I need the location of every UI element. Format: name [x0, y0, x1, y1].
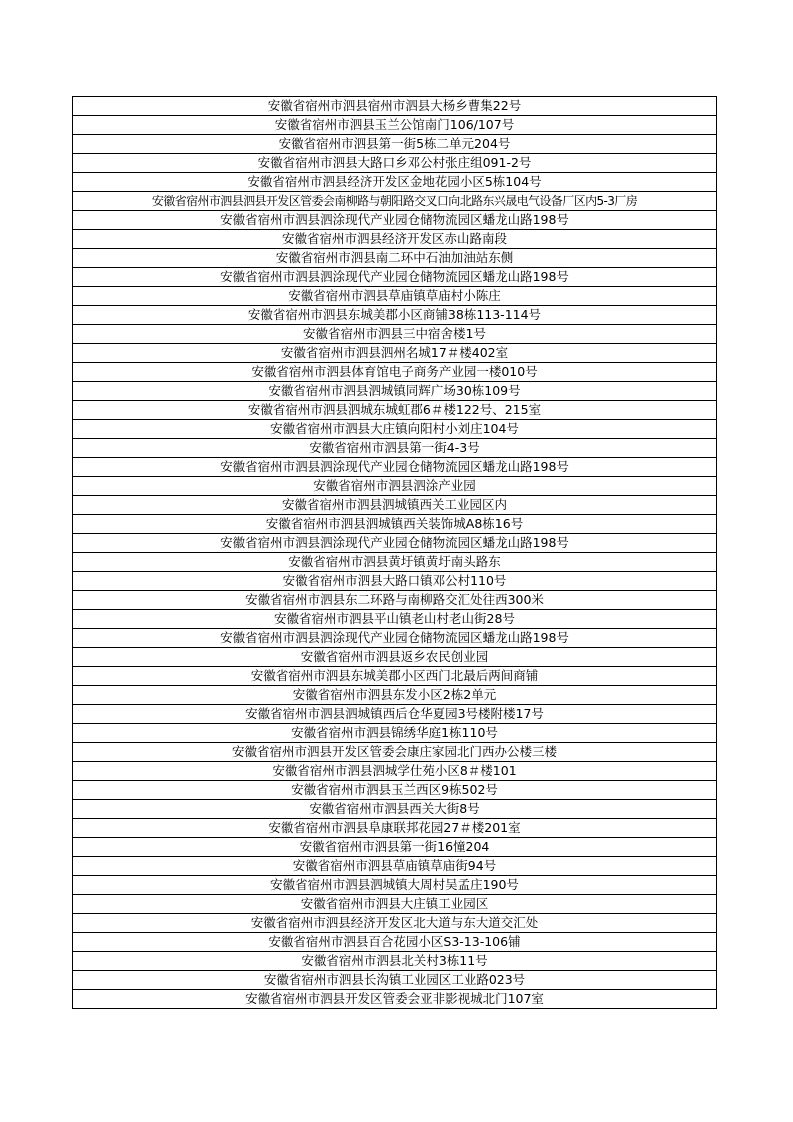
address-cell: 安徽省宿州市泗县玉兰公馆南门106/107号	[73, 116, 717, 135]
table-row	[73, 686, 717, 705]
table-row	[73, 819, 717, 838]
address-cell: 安徽省宿州市泗县泗城镇西关装饰城A8栋16号	[73, 515, 717, 534]
address-cell: 安徽省宿州市泗县大庄镇工业园区	[73, 895, 717, 914]
table-row	[73, 648, 717, 667]
address-cell: 安徽省宿州市泗县经济开发区赤山路南段	[73, 230, 717, 249]
table-row	[73, 192, 717, 211]
address-cell: 安徽省宿州市泗县东发小区2栋2单元	[73, 686, 717, 705]
table-row	[73, 496, 717, 515]
table-row	[73, 952, 717, 971]
table-row	[73, 249, 717, 268]
address-cell: 安徽省宿州市泗县北关村3栋11号	[73, 952, 717, 971]
address-cell: 安徽省宿州市泗县泗涂现代产业园仓储物流园区蟠龙山路198号	[73, 458, 717, 477]
table-row	[73, 876, 717, 895]
address-cell: 安徽省宿州市泗县宿州市泗县大杨乡曹集22号	[73, 97, 717, 116]
address-table-body	[73, 97, 717, 1009]
address-cell: 安徽省宿州市泗县泗城东城虹郡6＃楼122号、215室	[73, 401, 717, 420]
table-row	[73, 401, 717, 420]
table-row	[73, 344, 717, 363]
table-row	[73, 895, 717, 914]
address-cell: 安徽省宿州市泗县大路口乡邓公村张庄组091-2号	[73, 154, 717, 173]
address-cell: 安徽省宿州市泗县平山镇老山村老山街28号	[73, 610, 717, 629]
address-cell: 安徽省宿州市泗县西关大街8号	[73, 800, 717, 819]
address-cell: 安徽省宿州市泗县返乡农民创业园	[73, 648, 717, 667]
table-row	[73, 857, 717, 876]
address-cell: 安徽省宿州市泗县南二环中石油加油站东侧	[73, 249, 717, 268]
address-cell: 安徽省宿州市泗县泗城镇西关工业园区内	[73, 496, 717, 515]
table-row	[73, 667, 717, 686]
table-row	[73, 97, 717, 116]
table-row	[73, 287, 717, 306]
table-row	[73, 439, 717, 458]
address-cell: 安徽省宿州市泗县泗涂现代产业园仓储物流园区蟠龙山路198号	[73, 629, 717, 648]
table-row	[73, 705, 717, 724]
table-row	[73, 230, 717, 249]
table-row	[73, 572, 717, 591]
address-cell: 安徽省宿州市泗县泗涂现代产业园仓储物流园区蟠龙山路198号	[73, 534, 717, 553]
address-cell: 安徽省宿州市泗县东二环路与南柳路交汇处往西300米	[73, 591, 717, 610]
table-row	[73, 306, 717, 325]
address-cell: 安徽省宿州市泗县泗城镇西后仓华夏园3号楼附楼17号	[73, 705, 717, 724]
table-row	[73, 933, 717, 952]
address-cell: 安徽省宿州市泗县大庄镇向阳村小刘庄104号	[73, 420, 717, 439]
address-cell: 安徽省宿州市泗县玉兰西区9栋502号	[73, 781, 717, 800]
address-cell: 安徽省宿州市泗县大路口镇邓公村110号	[73, 572, 717, 591]
table-row	[73, 382, 717, 401]
table-row	[73, 458, 717, 477]
table-row	[73, 990, 717, 1009]
table-row	[73, 477, 717, 496]
address-cell: 安徽省宿州市泗县经济开发区北大道与东大道交汇处	[73, 914, 717, 933]
address-cell: 安徽省宿州市泗县泗涂产业园	[73, 477, 717, 496]
address-cell: 安徽省宿州市泗县锦绣华庭1栋110号	[73, 724, 717, 743]
address-cell: 安徽省宿州市泗县黄圩镇黄圩南头路东	[73, 553, 717, 572]
address-cell: 安徽省宿州市泗县阜康联邦花园27＃楼201室	[73, 819, 717, 838]
address-cell: 安徽省宿州市泗县百合花园小区S3-13-106铺	[73, 933, 717, 952]
table-row	[73, 420, 717, 439]
table-row	[73, 135, 717, 154]
address-cell: 安徽省宿州市泗县泗县开发区管委会南柳路与朝阳路交叉口向北路东兴晟电气设备厂区内5-3厂房	[73, 192, 717, 211]
table-row	[73, 553, 717, 572]
table-row	[73, 914, 717, 933]
address-cell: 安徽省宿州市泗县泗州名城17＃楼402室	[73, 344, 717, 363]
table-row	[73, 211, 717, 230]
table-row	[73, 534, 717, 553]
address-cell: 安徽省宿州市泗县三中宿舍楼1号	[73, 325, 717, 344]
table-row	[73, 762, 717, 781]
table-row	[73, 800, 717, 819]
table-row	[73, 629, 717, 648]
address-cell: 安徽省宿州市泗县泗城镇同辉广场30栋109号	[73, 382, 717, 401]
address-cell: 安徽省宿州市泗县泗涂现代产业园仓储物流园区蟠龙山路198号	[73, 211, 717, 230]
address-cell: 安徽省宿州市泗县第一街4-3号	[73, 439, 717, 458]
address-cell: 安徽省宿州市泗县东城美郡小区西门北最后两间商铺	[73, 667, 717, 686]
address-cell: 安徽省宿州市泗县泗涂现代产业园仓储物流园区蟠龙山路198号	[73, 268, 717, 287]
address-cell: 安徽省宿州市泗县泗城镇大周村吴孟庄190号	[73, 876, 717, 895]
table-row	[73, 515, 717, 534]
table-row	[73, 116, 717, 135]
address-cell: 安徽省宿州市泗县泗城学仕苑小区8＃楼101	[73, 762, 717, 781]
table-row	[73, 268, 717, 287]
table-row	[73, 610, 717, 629]
table-row	[73, 591, 717, 610]
table-row	[73, 154, 717, 173]
address-cell: 安徽省宿州市泗县东城美郡小区商铺38栋113-114号	[73, 306, 717, 325]
table-row	[73, 325, 717, 344]
address-cell: 安徽省宿州市泗县开发区管委会亚非影视城北门107室	[73, 990, 717, 1009]
address-cell: 安徽省宿州市泗县体育馆电子商务产业园一楼010号	[73, 363, 717, 382]
table-row	[73, 743, 717, 762]
table-row	[73, 724, 717, 743]
address-cell: 安徽省宿州市泗县经济开发区金地花园小区5栋104号	[73, 173, 717, 192]
table-row	[73, 838, 717, 857]
table-row	[73, 173, 717, 192]
table-row	[73, 781, 717, 800]
address-table	[72, 96, 717, 1009]
address-cell: 安徽省宿州市泗县开发区管委会康庄家园北门西办公楼三楼	[73, 743, 717, 762]
table-row	[73, 363, 717, 382]
address-cell: 安徽省宿州市泗县长沟镇工业园区工业路023号	[73, 971, 717, 990]
table-row	[73, 971, 717, 990]
address-cell: 安徽省宿州市泗县草庙镇草庙街94号	[73, 857, 717, 876]
address-cell: 安徽省宿州市泗县第一街5栋二单元204号	[73, 135, 717, 154]
address-cell: 安徽省宿州市泗县第一街16憧204	[73, 838, 717, 857]
address-cell: 安徽省宿州市泗县草庙镇草庙村小陈庄	[73, 287, 717, 306]
